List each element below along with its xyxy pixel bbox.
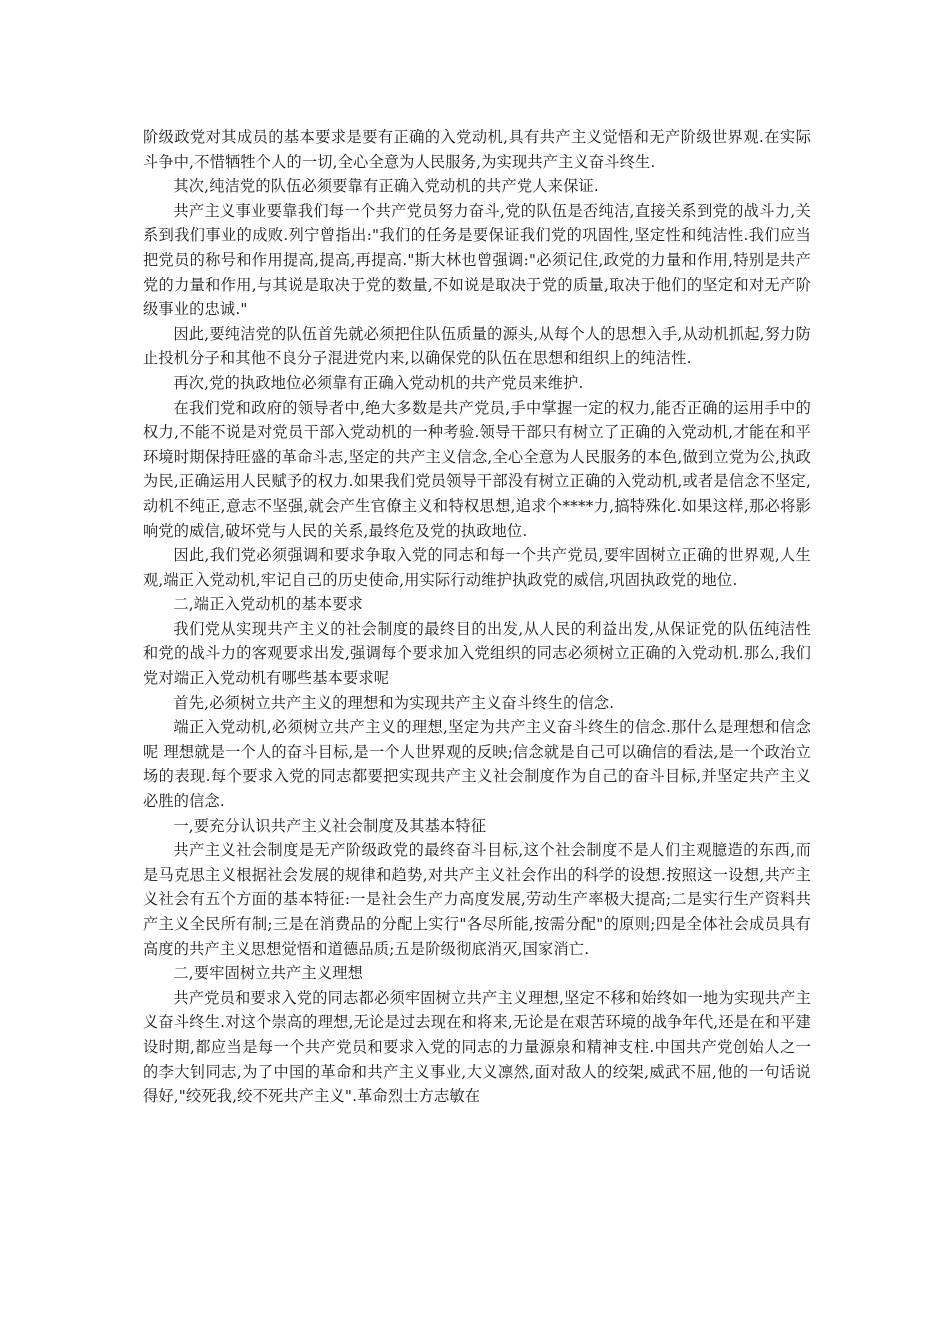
paragraph: 共产主义社会制度是无产阶级政党的最终奋斗目标,这个社会制度不是人们主观臆造的东西,而是马克思主义根据社会发展的规律和趋势,对共产主义社会作出的科学的设想.按照这一设想,共产主义社会有五个方面的基本特征:一是社会生产力高度发展,劳动生产率极大提高;二是实行生产资料共产主义全民所有制;三是在消费品的分配上实行"各尽所能,按需分配"的原则;四是全体社会成员具有高度的共产主义思想觉悟和道德品质;五是阶级彻底消灭,国家消亡. xyxy=(143,841,811,958)
subsection-heading: 二,要牢固树立共产主义理想 xyxy=(173,964,364,983)
paragraph: 共产主义事业要靠我们每一个共产党员努力奋斗,党的队伍是否纯洁,直接关系到党的战斗力,关系到我们事业的成败.列宁曾指出:"我们的任务是要保证我们党的巩固性,坚定性和纯洁性.我们应当把党员的称号和作用提高,提高,再提高."斯大林也曾强调:"必须记住,政党的力量和作用,特别是共产党的力量和作用,与其说是取决于党的数量,不如说是取决于党的质量,取决于他们的坚定和对无产阶级事业的忠诚." xyxy=(143,201,811,319)
paragraph: 再次,党的执政地位必须靠有正确入党动机的共产党员来维护. xyxy=(173,373,584,392)
paragraph: 共产党员和要求入党的同志都必须牢固树立共产主义理想,坚定不移和始终如一地为实现共产主义奋斗终生.对这个崇高的理想,无论是过去现在和将来,无论是在艰苦环境的战争年代,还是在和平建设时期,都应当是每一个共产党员和要求入党的同志的力量源泉和精神支柱.中国共产党创始人之一的李大钊同志,为了中国的革命和共产主义事业,大义凛然,面对敌人的绞架,威武不屈,他的一句话说得好,"绞死我,绞不死共产主义".革命烈士方志敏在 xyxy=(143,988,811,1106)
paragraph: 其次,纯洁党的队伍必须要靠有正确入党动机的共产党人来保证. xyxy=(173,177,599,196)
paragraph: 在我们党和政府的领导者中,绝大多数是共产党员,手中掌握一定的权力,能否正确的运用手中的权力,不能不说是对党员干部入党动机的一种考验.领导干部只有树立了正确的入党动机,才能在和平环境时期保持旺盛的革命斗志,坚定的共产主义信念,全心全意为人民服务的本色,做到立党为公,执政为民,正确运用人民赋予的权力.如果我们党员领导干部没有树立正确的入党动机,或者是信念不坚定,动机不纯正,意志不坚强,就会产生官僚主义和特权思想,追求个****力,搞特殊化.如果这样,那必将影响党的威信,破坏党与人民的关系,最终危及党的执政地位. xyxy=(143,398,811,540)
paragraph: 因此,要纯洁党的队伍首先就必须把住队伍质量的源头,从每个人的思想入手,从动机抓起,努力防止投机分子和其他不良分子混进党内来,以确保党的队伍在思想和组织上的纯洁性. xyxy=(143,324,811,368)
document-body xyxy=(143,125,811,1109)
section-heading: 二,端正入党动机的基本要求 xyxy=(173,595,364,614)
subsection-heading: 一,要充分认识共产主义社会制度及其基本特征 xyxy=(173,816,487,835)
paragraph: 首先,必须树立共产主义的理想和为实现共产主义奋斗终生的信念. xyxy=(173,693,615,712)
paragraph: 我们党从实现共产主义的社会制度的最终目的出发,从人民的利益出发,从保证党的队伍纯洁性和党的战斗力的客观要求出发,强调每个要求加入党组织的同志必须树立正确的入党动机.那么,我们党对端正入党动机有哪些基本要求呢 xyxy=(143,619,811,688)
paragraph: 因此,我们党必须强调和要求争取入党的同志和每一个共产党员,要牢固树立正确的世界观,人生观,端正入党动机,牢记自己的历史使命,用实际行动维护执政党的威信,巩固执政党的地位. xyxy=(143,546,811,589)
paragraph: 端正入党动机,必须树立共产主义的理想,坚定为共产主义奋斗终生的信念.那什么是理想和信念呢 理想就是一个人的奋斗目标,是一个人世界观的反映;信念就是自己可以确信的看法,是一个政治立场的表现.每个要求入党的同志都要把实现共产主义社会制度作为自己的奋斗目标,并坚定共产主义必胜的信念. xyxy=(143,718,811,811)
paragraph: 阶级政党对其成员的基本要求是要有正确的入党动机,具有共产主义觉悟和无产阶级世界观.在实际斗争中,不惜牺牲个人的一切,全心全意为人民服务,为实现共产主义奋斗终生. xyxy=(143,128,811,171)
